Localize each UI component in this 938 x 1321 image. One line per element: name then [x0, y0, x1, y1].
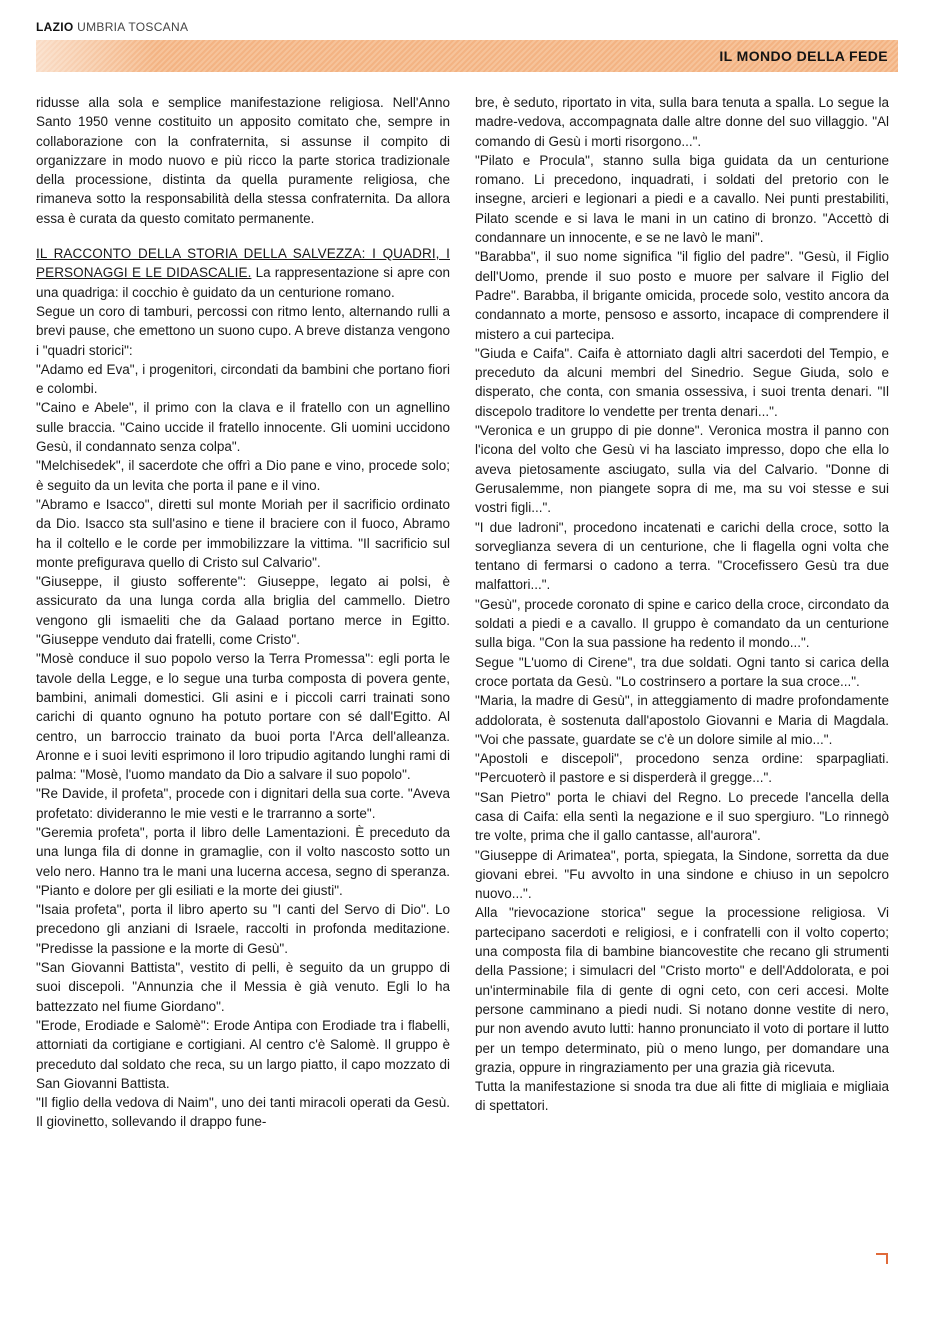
right-column — [475, 93, 889, 1116]
paragraph: "Giuda e Caifa". Caifa è attorniato dagli altri sacerdoti del Tempio, e preceduto da alcuni membri del Sinedrio. Segue Giuda, solo e disperato, che conta, con smania ossessiva, i suoi trenta denari. "Il discepolo traditore lo vendette per trenta denari...". — [475, 345, 889, 419]
region-strong: LAZIO — [36, 20, 74, 34]
paragraph: "Geremia profeta", porta il libro delle Lamentazioni. È preceduto da una lunga fila di donne in gramaglie, con il volto nascosto sotto un velo nero. Hanno tra le mani una lucerna accesa, segno di speranza. "Pianto e dolore per gli esiliati e la morte dei giusti". — [36, 824, 450, 898]
paragraph-gap — [36, 228, 450, 244]
paragraph: "Gesù", procede coronato di spine e carico della croce, circondato da soldati a piedi e a cavallo. Il gruppo è comandato da un centurione sulla biga. "Con la sua passione ha redento il mondo...". — [475, 596, 889, 651]
paragraph: Segue "L'uomo di Cirene", tra due soldati. Ogni tanto si carica della croce portata da Gesù. "Lo costrinsero a portare la sua croce...". — [475, 654, 889, 689]
region-rest: UMBRIA TOSCANA — [77, 20, 189, 34]
paragraph: "Apostoli e discepoli", procedono senza ordine: sparpagliati. "Percuoterò il pastore e si disperderà il gregge...". — [475, 751, 889, 786]
paragraph: "San Pietro" porta le chiavi del Regno. Lo precede l'ancella della casa di Caifa: ella sentì la negazione e il suo spergiuro. "Lo rinnegò tre volte, prima che il gallo cantasse, all'aurora". — [475, 789, 889, 844]
paragraph: "Maria, la madre di Gesù", in atteggiamento di madre profondamente addolorata, è sostenuta dall'apostolo Giovanni e Maria di Magdala. "Voi che passate, guardate se c'è un dolore simile al mio...". — [475, 693, 889, 747]
left-column — [36, 93, 450, 1132]
paragraph: "Veronica e un gruppo di pie donne". Veronica mostra il panno con l'icona del volto che Gesù vi ha lasciato impresso, dopo che ella lo aveva pietosamente asciugato, sulla via del Calvario. "Donne di Gerusalemme, non piangete sopra di me, ma su voi stesse e sui vostri figli...". — [475, 423, 889, 516]
paragraph: "Adamo ed Eva", i progenitori, circondati da bambini che portano fiori e colombi. — [36, 361, 450, 397]
paragraph: bre, è seduto, riportato in vita, sulla bara tenuta a spalla. Lo segue la madre-vedova, accompagnata dalle altre donne del suo villaggio. "Al comando di Gesù i morti risorgono...". — [475, 95, 889, 149]
paragraph: "Isaia profeta", porta il libro aperto su "I canti del Servo di Dio". Lo precedono gli anziani di Israele, raccolti in profonda meditazione. "Predisse la passione e la morte di Gesù". — [36, 902, 450, 956]
band-fade — [36, 40, 156, 72]
paragraph: "Melchisedek", il sacerdote che offrì a Dio pane e vino, procede solo; è seguito da un levita che porta il pane e il vino. — [36, 458, 450, 493]
section-title: IL MONDO DELLA FEDE — [719, 48, 888, 64]
paragraph: "San Giovanni Battista", vestito di pelli, è seguito da un gruppo di suoi discepoli. "Annunzia che il Messia è già venuto. Egli lo ha battezzato nel fiume Giordano". — [36, 960, 450, 1014]
section-band — [36, 40, 898, 72]
paragraph: "Giuseppe di Arimatea", porta, spiegata, la Sindone, sorretta da due giovani ebrei. "Fu avvolto in una sindone e chiuso in un sepolcro nuovo...". — [475, 847, 889, 902]
paragraph: "Abramo e Isacco", diretti sul monte Moriah per il sacrificio ordinato da Dio. Isacco sta sull'asino e tiene il braciere con il fuoco, Abramo ha il coltello e le corde per immobilizzare la vittima. "Il sacrificio sul monte prefigurava quello di Cristo sul Calvario". — [36, 496, 450, 570]
paragraph: Tutta la manifestazione si snoda tra due ali fitte di migliaia e migliaia di spettatori. — [475, 1079, 889, 1114]
paragraph: Alla "rievocazione storica" segue la processione religiosa. Vi partecipano sacerdoti e religiosi, e i confratelli con il volto coperto; una composta fila di bambine biancovestite che recano gli strumenti della Passione; i simulacri del "Cristo morto" e dell'Addolorata, e poi un'interminabile fila di gente di ogni ceto, con ceri accesi. Molte persone camminano a piedi nudi. Si notano donne vestite di nero, pur non avendo avuto lutti: hanno pronunciato il voto di portare il lutto per un tempo determinato, più o meno lungo, per domandare una grazia, oppure in ringraziamento per una grazia già ricevuta. — [475, 905, 889, 1075]
running-header — [36, 20, 188, 34]
paragraph: Segue un coro di tamburi, percossi con ritmo lento, alternando rulli a brevi pause, che emettono un suono cupo. A breve distanza vengono i "quadri storici": — [36, 303, 450, 358]
paragraph: "I due ladroni", procedono incatenati e carichi della croce, sotto la sorveglianza severa di un centurione, che li flagella ogni volta che tentano di fermarsi o cadono a terra. "Crocefissero Gesù tra due malfattori...". — [475, 519, 889, 593]
paragraph: "Barabba", il suo nome significa "il figlio del padre". "Gesù, il Figlio dell'Uomo, prende il suo posto e muore per salvare il Figlio del Padre". Barabba, il brigante omicida, procede solo, vestito ancora da condannato a morte, pensoso e assorto, incapace di comprendere il mistero a cui partecipa. — [475, 249, 889, 342]
paragraph: "Re Davide, il profeta", procede con i dignitari della sua corte. "Aveva profetato: divideranno le mie vesti e le trarranno a sorte". — [36, 786, 450, 821]
paragraph: "Pilato e Procula", stanno sulla biga guidata da un centurione romano. Li precedono, inquadrati, i soldati del pretorio con le insegne, arcieri e legionari a piedi e a cavallo. Nei punti prestabiliti, Pilato scende e si lava le mani in un catino di bronzo. "Accettò di condannare un innocente, e se ne lavò le mani". — [475, 152, 889, 246]
section-heading: IL RACCONTO DELLA STORIA DELLA SALVEZZA: I QUADRI, I PERSONAGGI E LE DIDASCALIE. — [36, 246, 450, 281]
end-of-article-mark — [876, 1253, 888, 1264]
intro-paragraph: ridusse alla sola e semplice manifestazione religiosa. Nell'Anno Santo 1950 venne costituito un apposito comitato che, sempre in collaborazione con la confraternita, si assunse il compito di organizzare in modo nuovo e più ricco la parte storica tradizionale della processione, distinta da quella puramente religiosa, che rimaneva sotto la responsabilità della stessa confraternita. Da allora essa è curata da questo comitato permanente. — [36, 95, 450, 226]
paragraph: "Erode, Erodiade e Salomè": Erode Antipa con Erodiade tra i flabelli, attorniati da cortigiane e cortigiani. Al centro c'è Salomè. Il gruppo è preceduto dal soldato che reca, su un largo piatto, il capo mozzato di San Giovanni Battista. — [36, 1017, 450, 1091]
paragraph: "Il figlio della vedova di Naim", uno dei tanti miracoli operati da Gesù. Il giovinetto, sollevando il drappo fune- — [36, 1095, 450, 1130]
paragraph: "Giuseppe, il giusto sofferente": Giuseppe, legato ai polsi, è assicurato da una lunga corda alla briglia del cammello. Dietro vengono gli ismaeliti che da Galaad portano merce in Egitto. "Giuseppe venduto dai fratelli, come Cristo". — [36, 574, 450, 648]
section-heading-paragraph — [36, 244, 450, 302]
paragraph: "Mosè conduce il suo popolo verso la Terra Promessa": egli porta le tavole della Legge, e lo segue una turba composta di povera gente, bambini, animali domestici. Gli asini e i piccoli carri trainati sono carichi di quanto ognuno ha potuto portare con sé dall'Egitto. Al centro, un barroccio trainato da buoi porta l'Arca dell'alleanza. Aronne e i suoi leviti esprimono il loro tripudio agitando lunghi rami di palma: "Mosè, l'uomo mandato da Dio a salvare il suo popolo". — [36, 651, 450, 783]
paragraph: "Caino e Abele", il primo con la clava e il fratello con un agnellino sulle braccia. "Caino uccide il fratello innocente. Gli uomini uccidono Gesù, il condannato senza colpa". — [36, 400, 450, 455]
heading-continuation: La rappresentazione si apre con una quadriga: il cocchio è guidato da un centurione romano. — [36, 265, 450, 300]
